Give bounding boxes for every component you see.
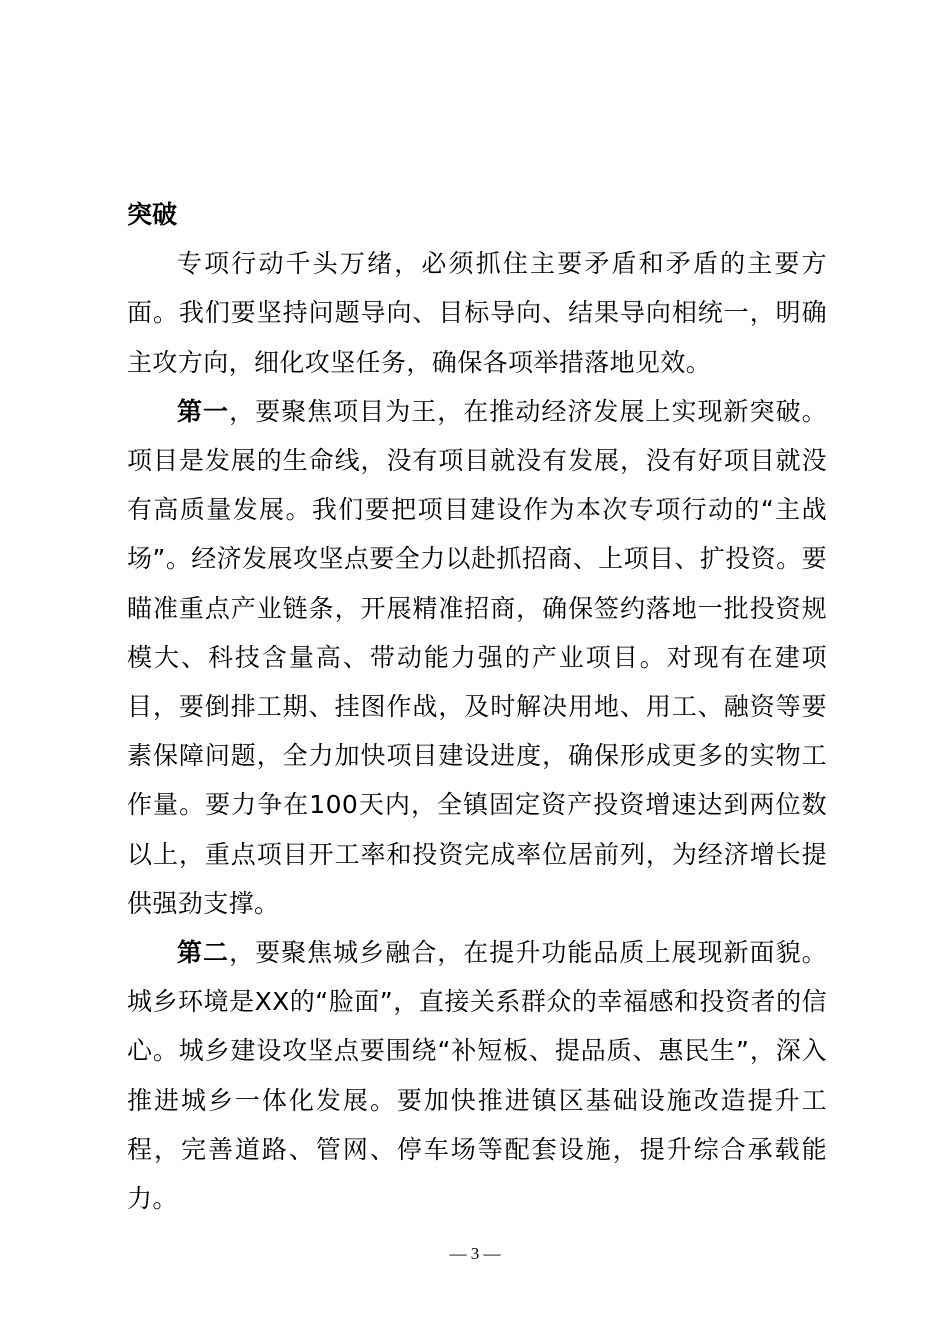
page-number: — 3 — <box>449 1244 501 1263</box>
paragraph-first <box>127 387 827 928</box>
paragraph-text: ，要聚焦城乡融合，在提升功能品质上展现新面貌。城乡环境是XX的“脸面”，直接关系群众的幸福感和投资者的信心。城乡建设攻坚点要围绕“补短板、提品质、惠民生”，深入推进城乡一体化发展。要加快推进镇区基础设施改造提升工程，完善道路、管网、停车场等配套设施，提升综合承载能力。 <box>127 938 828 1214</box>
document-body <box>127 190 827 1223</box>
paragraph-second <box>127 928 827 1223</box>
paragraph-intro <box>127 239 827 387</box>
section-heading: 突破 <box>127 200 178 229</box>
paragraph-text: 专项行动千头万绪，必须抓住主要矛盾和矛盾的主要方面。我们要坚持问题导向、目标导向、结果导向相统一，明确主攻方向，细化攻坚任务，确保各项举措落地见效。 <box>127 249 827 377</box>
paragraph-text: ，要聚焦项目为王，在推动经济发展上实现新突破。项目是发展的生命线，没有项目就没有发展，没有好项目就没有高质量发展。我们要把项目建设作为本次专项行动的“主战场”。经济发展攻坚点要全力以赴抓招商、上项目、扩投资。要瞄准重点产业链条，开展精准招商，确保签约落地一批投资规模大、科技含量高、带动能力强的产业项目。对现有在建项目，要倒排工期、挂图作战，及时解决用地、用工、融资等要素保障问题，全力加快项目建设进度，确保形成更多的实物工作量。要力争在100天内，全镇固定资产投资增速达到两位数以上，重点项目开工率和投资完成率位居前列，为经济增长提供强劲支撑。 <box>127 396 828 918</box>
paragraph-lead: 第一 <box>177 396 230 426</box>
paragraph-lead: 第二 <box>177 938 230 968</box>
